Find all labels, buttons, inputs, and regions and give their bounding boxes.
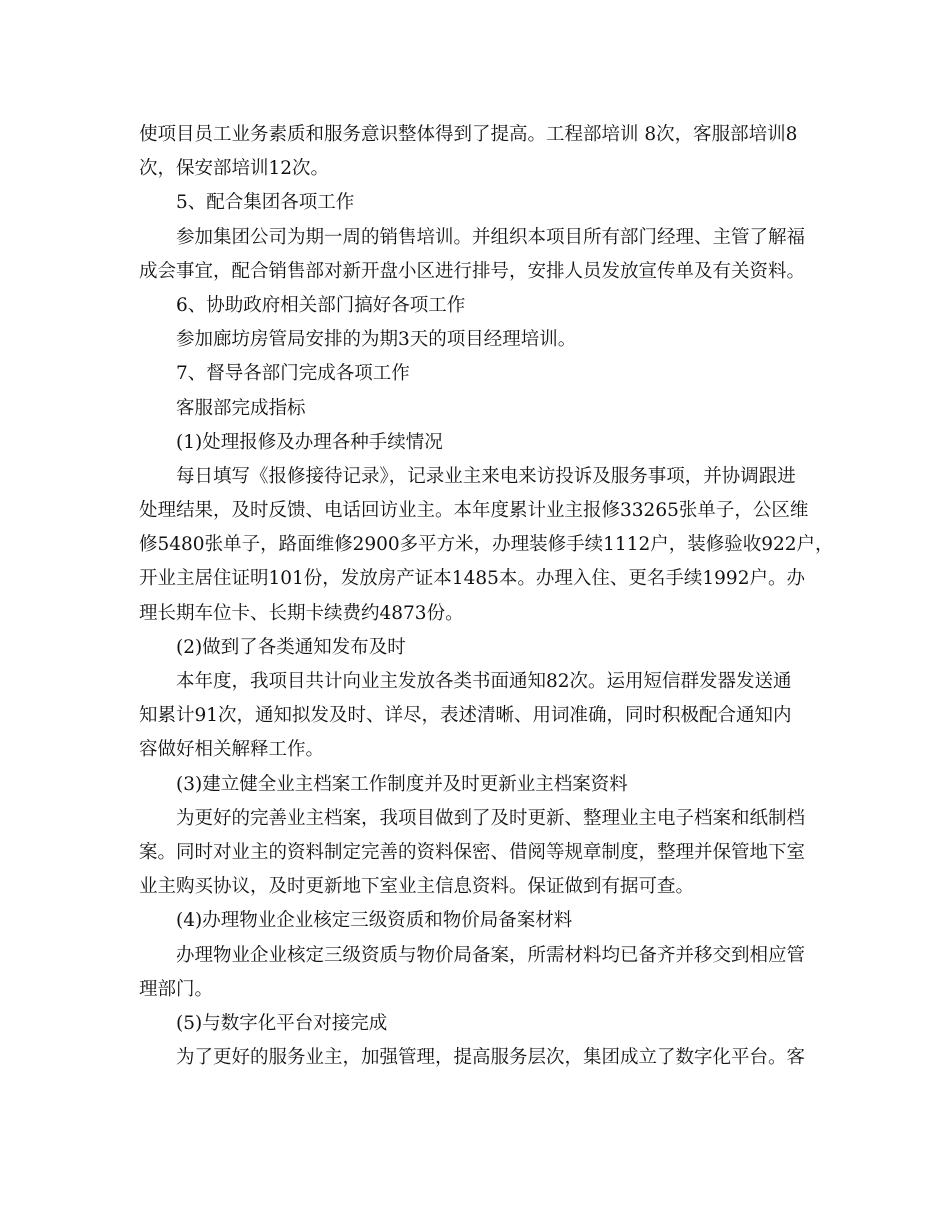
text-line: 为了更好的服务业主，加强管理，提高服务层次，集团成立了数字化平台。客 [176,1047,806,1069]
text-line: 处理结果，及时反馈、电话回访业主。本年度累计业主报修33265张单子，公区维 [139,500,809,522]
subsection-heading: 客服部完成指标 [176,397,306,419]
text-line: 本年度，我项目共计向业主发放各类书面通知82次。运用短信群发器发送通 [176,671,792,692]
text-line: 业主购买协议，及时更新地下室业主信息资料。保证做到有据可查。 [139,876,695,898]
text-line: 容做好相关解释工作。 [139,739,325,761]
text-line: 参加廊坊房管局安排的为期3天的项目经理培训。 [176,329,577,351]
text-line: 办理物业企业核定三级资质与物价局备案，所需材料均已备齐并移交到相应管 [176,944,806,966]
text-line: 每日填写《报修接待记录》，记录业主来电来访投诉及服务事项，并协调跟进 [176,465,796,487]
text-line: 修5480张单子，路面维修2900多平方米，办理装修手续1112户，装修验收922户， [139,534,834,556]
text-line: 次，保安部培训12次。 [139,158,330,180]
text-line: 参加集团公司为期一周的销售培训。并组织本项目所有部门经理、主管了解福 [176,226,806,248]
item-heading: (5)与数字化平台对接完成 [176,1012,388,1034]
text-line: 成会事宜，配合销售部对新开盘小区进行排号，安排人员发放宣传单及有关资料。 [139,260,806,282]
text-line: 使项目员工业务素质和服务意识整体得到了提高。工程部培训 8次，客服部培训8 [139,124,798,145]
text-line: 为更好的完善业主档案，我项目做到了及时更新、整理业主电子档案和纸制档 [176,807,806,829]
section-heading: 6、协助政府相关部门搞好各项工作 [176,294,466,316]
document-body [139,118,834,1075]
text-line: 案。同时对业主的资料制定完善的资料保密、借阅等规章制度，整理并保管地下室 [139,841,806,863]
item-heading: (4)办理物业企业核定三级资质和物价局备案材料 [176,910,573,932]
item-heading: (2)做到了各类通知发布及时 [176,636,406,658]
section-heading: 5、配合集团各项工作 [176,192,355,214]
item-heading: (3)建立健全业主档案工作制度并及时更新业主档案资料 [176,773,628,795]
text-line: 开业主居住证明101份，发放房产证本1485本。办理入住、更名手续1992户。办 [139,568,805,590]
item-heading: (1)处理报修及办理各种手续情况 [176,431,443,453]
text-line: 理部门。 [139,978,214,1000]
text-line: 知累计91次，通知拟发及时、详尽，表述清晰、用词准确，同时积极配合通知内 [139,705,792,727]
text-line: 理长期车位卡、长期卡续费约4873份。 [139,602,464,624]
section-heading: 7、督导各部门完成各项工作 [176,363,410,385]
